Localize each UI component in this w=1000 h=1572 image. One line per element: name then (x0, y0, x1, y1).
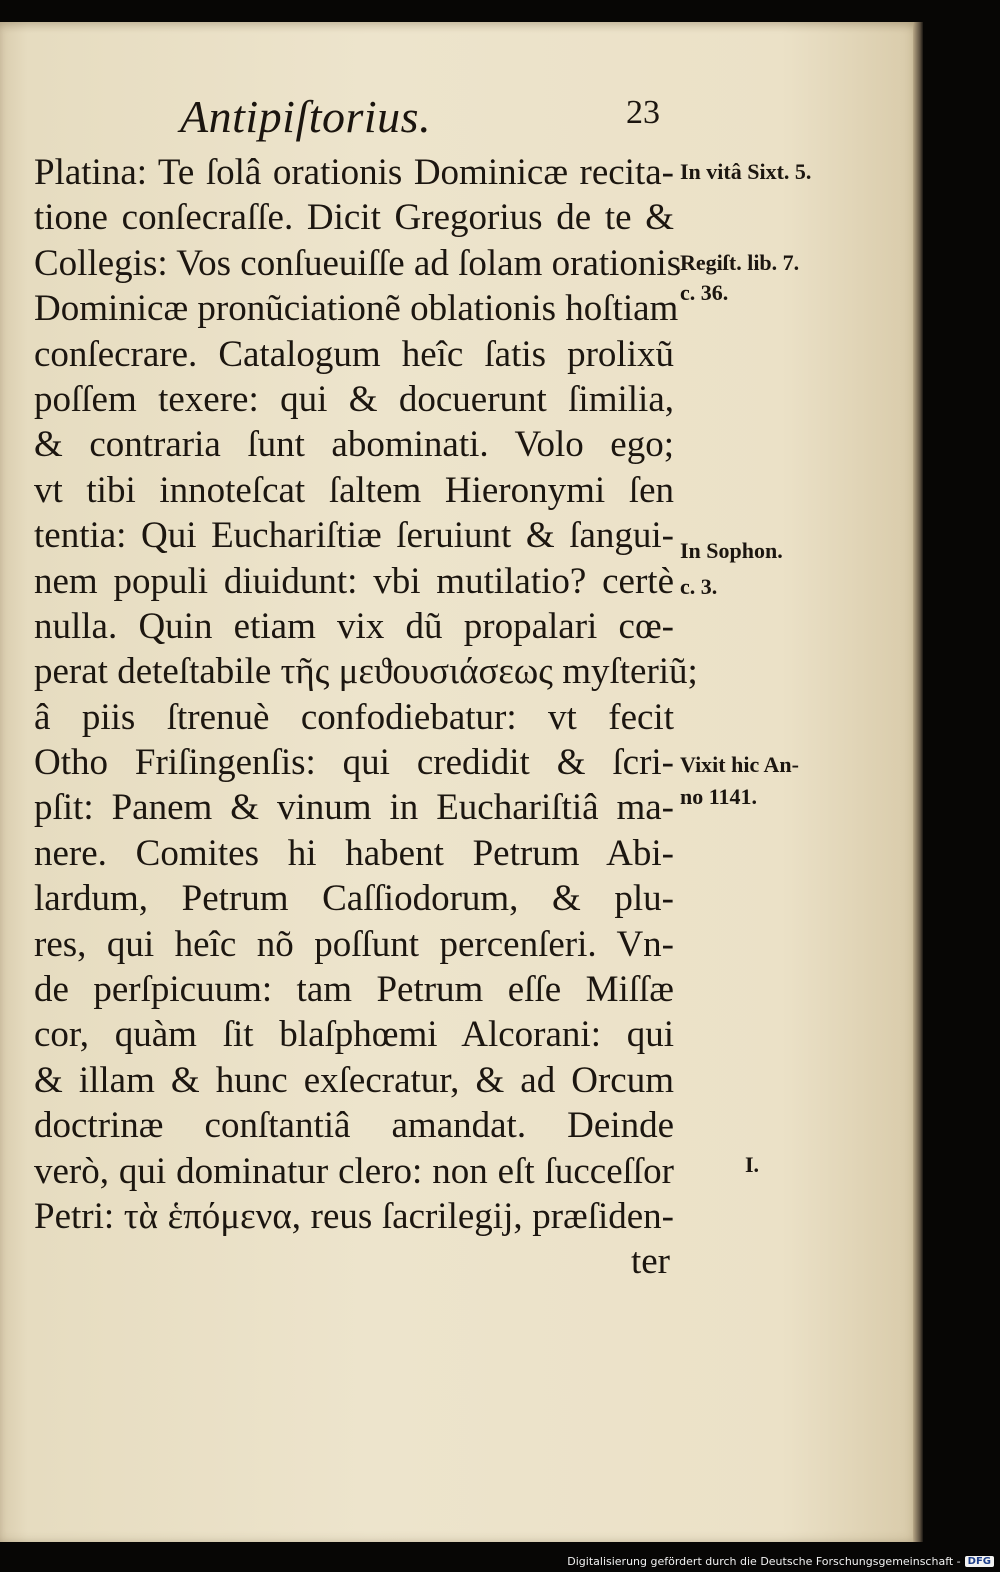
text-line: Petri: τὰ ἑπόμενα, reus ſacrilegij, præſiden- (34, 1195, 674, 1237)
margin-note: Regiſt. lib. 7. (680, 250, 800, 275)
text-line: Platina: Te ſolâ orationis Dominicæ recita- (34, 152, 674, 193)
text-line: nere. Comites hi habent Petrum Abi- (34, 832, 674, 874)
text-line: verò, qui dominatur clero: non eſt ſucceſſor (34, 1150, 674, 1192)
text-line: Dominicæ pronũciationẽ oblationis hoſtiam (34, 288, 679, 330)
text-line: nem populi diuidunt: vbi mutilatio? certè (34, 560, 674, 602)
text-line: doctrinæ conſtantiâ amandat. Deinde (34, 1105, 674, 1147)
main-text-block (34, 150, 698, 1285)
catchword: ter (630, 1241, 670, 1283)
text-line: â piis ſtrenuè confodiebatur: vt fecit (34, 696, 674, 738)
margin-note: I. (745, 1152, 760, 1177)
margin-note: c. 3. (680, 574, 718, 599)
text-line: pſit: Panem & vinum in Euchariſtiâ ma- (34, 787, 674, 829)
text-line: conſecrare. Catalogum heîc ſatis prolixũ (34, 333, 674, 375)
text-line: vt tibi innoteſcat ſaltem Hieronymi ſen (34, 469, 674, 511)
digitization-credit (567, 1555, 994, 1568)
running-head: Antipiſtorius. (180, 91, 432, 142)
text-line: & contraria ſunt abominati. Volo ego; (34, 424, 674, 466)
margin-note: no 1141. (680, 784, 758, 809)
margin-note: Vixit hic An- (680, 752, 799, 777)
text-line: res, qui heîc nõ poſſunt percenſeri. Vn- (34, 923, 674, 965)
credit-text: Digitalisierung gefördert durch die Deutsche Forschungsgemeinschaft - (567, 1555, 961, 1568)
page-number: 23 (626, 94, 660, 131)
text-line: nulla. Quin etiam vix dũ propalari cœ- (34, 605, 674, 647)
dfg-logo: DFG (965, 1556, 994, 1567)
text-line: Collegis: Vos conſueuiſſe ad ſolam orationis (34, 242, 682, 284)
text-line: & illam & hunc exſecratur, & ad Orcum (34, 1059, 674, 1101)
margin-note: c. 36. (680, 280, 729, 305)
margin-note: In vitâ Sixt. 5. (680, 159, 812, 184)
text-line: de perſpicuum: tam Petrum eſſe Miſſæ (34, 969, 674, 1011)
text-line: perat deteſtabile τῆς μεϑουσιάσεως myſteriũ; (34, 651, 698, 693)
text-line: cor, quàm ſit blaſphœmi Alcorani: qui (34, 1014, 674, 1056)
text-line: tione conſecraſſe. Dicit Gregorius de te & (34, 197, 674, 239)
text-line: poſſem texere: qui & docuerunt ſimilia, (34, 378, 674, 420)
text-line: lardum, Petrum Caſſiodorum, & plu- (34, 878, 674, 920)
text-line: tentia: Qui Euchariſtiæ ſeruiunt & ſangui- (34, 515, 674, 557)
page-edge (913, 22, 923, 1542)
text-line: Otho Friſingenſis: qui credidit & ſcri- (34, 742, 674, 784)
margin-note: In Sophon. (680, 538, 783, 563)
